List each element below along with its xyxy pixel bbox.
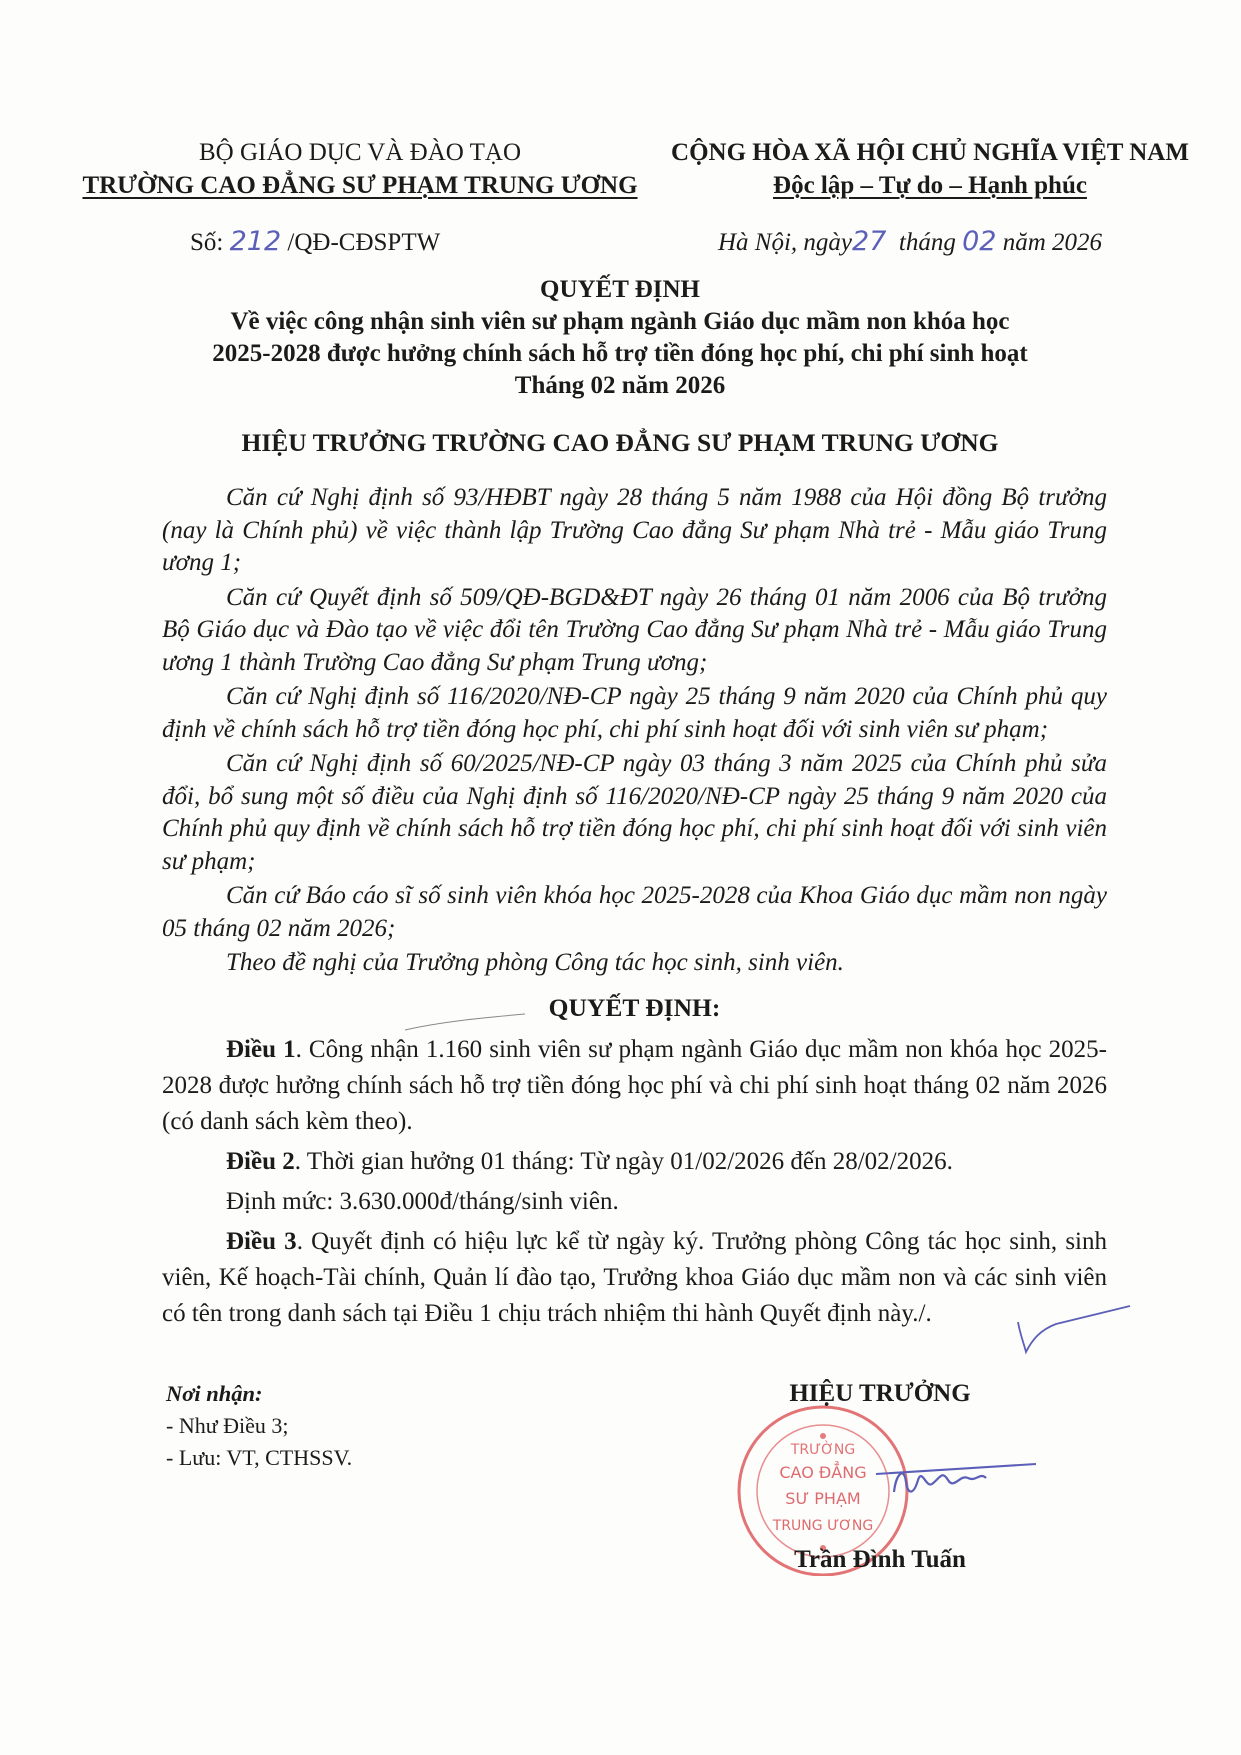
signer-title: HIỆU TRƯỞNG	[789, 1380, 971, 1407]
authority-heading: HIỆU TRƯỞNG TRƯỜNG CAO ĐẲNG SƯ PHẠM TRUNG ƯƠNG	[241, 428, 999, 457]
decision-heading: QUYẾT ĐỊNH:	[548, 992, 721, 1022]
legal-basis: Căn cứ Quyết định số 509/QĐ-BGD&ĐT ngày 26 tháng 01 năm 2006 của Bộ trưởng Bộ Giáo dục và Đào tạo về việc đổi tên Trường Cao đẳng Sư phạm Nhà trẻ - Mẫu giáo Trung ương 1 thành Trường Cao đẳng Sư phạm Trung ương;	[162, 583, 1107, 676]
title-line-1: Về việc công nhận sinh viên sư phạm ngành Giáo dục mầm non khóa học	[230, 308, 1010, 335]
seal-line: TRUNG ƯƠNG	[772, 1518, 874, 1534]
seal-line: SƯ PHẠM	[785, 1489, 861, 1508]
recipients-label: Nơi nhận:	[166, 1381, 263, 1406]
legal-basis: Căn cứ Nghị định số 93/HĐBT ngày 28 tháng 5 năm 1988 của Hội đồng Bộ trưởng (nay là Chính phủ) về việc thành lập Trường Cao đẳng Sư phạm Nhà trẻ - Mẫu giáo Trung ương 1;	[162, 484, 1107, 576]
school-name: TRƯỜNG CAO ĐẲNG SƯ PHẠM TRUNG ƯƠNG	[82, 172, 638, 199]
document-body	[162, 482, 1107, 1336]
document-number: Số: 212 /QĐ-CĐSPTW	[190, 226, 441, 257]
title-line-2: 2025-2028 được hưởng chính sách hỗ trợ tiền đóng học phí, chi phí sinh hoạt	[212, 340, 1028, 367]
issuer-header	[60, 136, 660, 202]
recipients-block	[166, 1378, 352, 1474]
allowance-rate: Định mức: 3.630.000đ/tháng/sinh viên.	[226, 1188, 619, 1215]
issue-date: Hà Nội, ngày27 tháng 02 năm 2026	[718, 226, 1103, 257]
recipient-item: - Như Điều 3;	[166, 1413, 289, 1438]
legal-basis: Căn cứ Nghị định số 60/2025/NĐ-CP ngày 03 tháng 3 năm 2025 của Chính phủ sửa đổi, bổ sung một số điều của Nghị định số 116/2020/NĐ-CP ngày 25 tháng 9 năm 2020 của Chính phủ quy định về chính sách hỗ trợ tiền đóng học phí, chi phí sinh hoạt đối với sinh viên sư phạm;	[162, 750, 1107, 875]
seal-line: TRƯỜNG	[790, 1442, 856, 1458]
document-title	[120, 274, 1120, 402]
initial-mark	[1010, 1300, 1140, 1360]
pen-stroke	[400, 1010, 530, 1035]
seal-line: CAO ĐẲNG	[779, 1463, 867, 1482]
legal-basis: Theo đề nghị của Trưởng phòng Công tác học sinh, sinh viên.	[226, 949, 844, 976]
handwritten-signature	[856, 1444, 1056, 1514]
republic-name: CỘNG HÒA XÃ HỘI CHỦ NGHĨA VIỆT NAM	[671, 139, 1189, 166]
handwritten-day: 27	[852, 226, 887, 257]
article-1: Điều 1. Công nhận 1.160 sinh viên sư phạm ngành Giáo dục mầm non khóa học 2025-2028 được hưởng chính sách hỗ trợ tiền đóng học phí và chi phí sinh hoạt tháng 02 năm 2026 (có danh sách kèm theo).	[162, 1036, 1107, 1135]
handwritten-number: 212	[229, 226, 282, 257]
legal-basis: Căn cứ Nghị định số 116/2020/NĐ-CP ngày 25 tháng 9 năm 2020 của Chính phủ quy định về chính sách hỗ trợ tiền đóng học phí, chi phí sinh hoạt đối với sinh viên sư phạm;	[162, 683, 1107, 743]
document-type: QUYẾT ĐỊNH	[540, 276, 700, 303]
article-2: Điều 2. Thời gian hưởng 01 tháng: Từ ngày 01/02/2026 đến 28/02/2026.	[226, 1148, 953, 1175]
legal-basis: Căn cứ Báo cáo sĩ số sinh viên khóa học 2025-2028 của Khoa Giáo dục mầm non ngày 05 tháng 02 năm 2026;	[162, 882, 1107, 942]
national-header	[660, 136, 1200, 202]
national-motto: Độc lập – Tự do – Hạnh phúc	[773, 172, 1087, 199]
handwritten-month: 02	[962, 226, 997, 257]
title-line-3: Tháng 02 năm 2026	[514, 372, 726, 399]
recipient-item: - Lưu: VT, CTHSSV.	[166, 1445, 353, 1470]
article-3: Điều 3. Quyết định có hiệu lực kể từ ngày ký. Trưởng phòng Công tác học sinh, sinh viên, Kế hoạch-Tài chính, Quản lí đào tạo, Trưởng khoa Giáo dục mầm non và các sinh viên có tên trong danh sách tại Điều 1 chịu trách nhiệm thi hành Quyết định này./.	[162, 1228, 1108, 1327]
signer-name: Trần Đình Tuấn	[794, 1546, 966, 1573]
ministry-name: BỘ GIÁO DỤC VÀ ĐÀO TẠO	[199, 139, 521, 166]
